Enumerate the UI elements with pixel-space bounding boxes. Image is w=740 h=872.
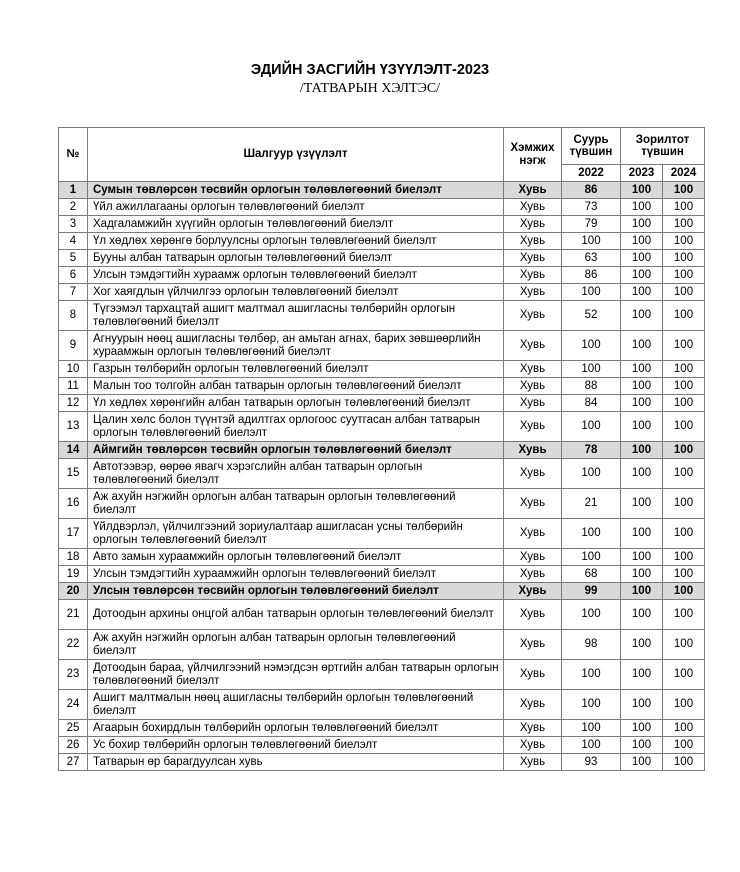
target-2024-cell: 100 bbox=[663, 690, 705, 720]
table-row bbox=[59, 519, 705, 549]
target-2023-cell: 100 bbox=[621, 284, 663, 301]
indicator-name: Улсын тэмдэгтийн хураамжийн орлогын төлөвлөгөөний биелэлт bbox=[88, 566, 504, 583]
unit-cell: Хувь bbox=[504, 378, 562, 395]
target-2024-cell: 100 bbox=[663, 660, 705, 690]
indicator-name: Үйл ажиллагааны орлогын төлөвлөгөөний биелэлт bbox=[88, 199, 504, 216]
target-2024-cell: 100 bbox=[663, 182, 705, 199]
target-2024-cell: 100 bbox=[663, 301, 705, 331]
table-row bbox=[59, 737, 705, 754]
header-target: Зорилтот түвшин bbox=[621, 128, 705, 165]
indicator-name: Авто замын хураамжийн орлогын төлөвлөгөөний биелэлт bbox=[88, 549, 504, 566]
indicator-name: Хог хаягдлын үйлчилгээ орлогын төлөвлөгөөний биелэлт bbox=[88, 284, 504, 301]
section-row bbox=[59, 182, 705, 199]
table-row bbox=[59, 489, 705, 519]
base-2022-cell: 86 bbox=[562, 182, 621, 199]
target-2024-cell: 100 bbox=[663, 216, 705, 233]
row-number: 22 bbox=[59, 630, 88, 660]
base-2022-cell: 86 bbox=[562, 267, 621, 284]
indicator-name: Газрын төлбөрийн орлогын төлөвлөгөөний биелэлт bbox=[88, 361, 504, 378]
target-2023-cell: 100 bbox=[621, 600, 663, 630]
unit-cell: Хувь bbox=[504, 690, 562, 720]
indicator-name: Агнуурын нөөц ашигласны төлбөр, ан амьтан агнах, барих зөвшөөрлийн хураамжын орлогын төлөвлөгөөний биелэлт bbox=[88, 331, 504, 361]
unit-cell: Хувь bbox=[504, 395, 562, 412]
base-2022-cell: 84 bbox=[562, 395, 621, 412]
target-2024-cell: 100 bbox=[663, 267, 705, 284]
indicator-name: Дотоодын архины онцгой албан татварын орлогын төлөвлөгөөний биелэлт bbox=[88, 600, 504, 630]
row-number: 23 bbox=[59, 660, 88, 690]
target-2023-cell: 100 bbox=[621, 660, 663, 690]
target-2023-cell: 100 bbox=[621, 737, 663, 754]
target-2023-cell: 100 bbox=[621, 519, 663, 549]
table-row bbox=[59, 549, 705, 566]
indicator-name: Малын тоо толгойн албан татварын орлогын төлөвлөгөөний биелэлт bbox=[88, 378, 504, 395]
target-2024-cell: 100 bbox=[663, 566, 705, 583]
row-number: 18 bbox=[59, 549, 88, 566]
target-2024-cell: 100 bbox=[663, 737, 705, 754]
base-2022-cell: 88 bbox=[562, 378, 621, 395]
indicator-name: Ашигт малтмалын нөөц ашигласны төлбөрийн орлогын төлөвлөгөөний биелэлт bbox=[88, 690, 504, 720]
row-number: 15 bbox=[59, 459, 88, 489]
base-2022-cell: 100 bbox=[562, 549, 621, 566]
target-2023-cell: 100 bbox=[621, 301, 663, 331]
table-body bbox=[59, 182, 705, 771]
target-2023-cell: 100 bbox=[621, 378, 663, 395]
target-2023-cell: 100 bbox=[621, 412, 663, 442]
target-2023-cell: 100 bbox=[621, 690, 663, 720]
unit-cell: Хувь bbox=[504, 519, 562, 549]
unit-cell: Хувь bbox=[504, 301, 562, 331]
unit-cell: Хувь bbox=[504, 442, 562, 459]
table-row bbox=[59, 284, 705, 301]
row-number: 11 bbox=[59, 378, 88, 395]
base-2022-cell: 52 bbox=[562, 301, 621, 331]
row-number: 5 bbox=[59, 250, 88, 267]
row-number: 2 bbox=[59, 199, 88, 216]
target-2023-cell: 100 bbox=[621, 442, 663, 459]
indicator-name: Үл хөдлөх хөрөнгө борлуулсны орлогын төлөвлөгөөний биелэлт bbox=[88, 233, 504, 250]
row-number: 17 bbox=[59, 519, 88, 549]
indicator-name: Дотоодын бараа, үйлчилгээний нэмэгдсэн өртгийн албан татварын орлогын төлөвлөгөөний биелэлт bbox=[88, 660, 504, 690]
indicator-name: Сумын төвлөрсөн төсвийн орлогын төлөвлөгөөний биелэлт bbox=[88, 182, 504, 199]
base-2022-cell: 100 bbox=[562, 412, 621, 442]
header-year-2024: 2024 bbox=[663, 165, 705, 182]
base-2022-cell: 100 bbox=[562, 459, 621, 489]
target-2023-cell: 100 bbox=[621, 459, 663, 489]
header-year-2023: 2023 bbox=[621, 165, 663, 182]
target-2023-cell: 100 bbox=[621, 566, 663, 583]
target-2024-cell: 100 bbox=[663, 442, 705, 459]
target-2023-cell: 100 bbox=[621, 216, 663, 233]
base-2022-cell: 100 bbox=[562, 233, 621, 250]
unit-cell: Хувь bbox=[504, 412, 562, 442]
row-number: 16 bbox=[59, 489, 88, 519]
base-2022-cell: 100 bbox=[562, 284, 621, 301]
target-2023-cell: 100 bbox=[621, 720, 663, 737]
target-2024-cell: 100 bbox=[663, 459, 705, 489]
target-2023-cell: 100 bbox=[621, 489, 663, 519]
table-row bbox=[59, 301, 705, 331]
target-2023-cell: 100 bbox=[621, 395, 663, 412]
indicator-name: Татварын өр барагдуулсан хувь bbox=[88, 754, 504, 771]
unit-cell: Хувь bbox=[504, 600, 562, 630]
target-2023-cell: 100 bbox=[621, 583, 663, 600]
indicator-name: Аймгийн төвлөрсөн төсвийн орлогын төлөвлөгөөний биелэлт bbox=[88, 442, 504, 459]
table-row bbox=[59, 630, 705, 660]
row-number: 13 bbox=[59, 412, 88, 442]
header-no: № bbox=[59, 128, 88, 182]
unit-cell: Хувь bbox=[504, 459, 562, 489]
target-2023-cell: 100 bbox=[621, 199, 663, 216]
table-row bbox=[59, 378, 705, 395]
table-row bbox=[59, 199, 705, 216]
base-2022-cell: 100 bbox=[562, 361, 621, 378]
document-title: ЭДИЙН ЗАСГИЙН ҮЗҮҮЛЭЛТ-2023 bbox=[250, 62, 490, 78]
row-number: 3 bbox=[59, 216, 88, 233]
table-row bbox=[59, 660, 705, 690]
target-2023-cell: 100 bbox=[621, 754, 663, 771]
target-2023-cell: 100 bbox=[621, 549, 663, 566]
unit-cell: Хувь bbox=[504, 630, 562, 660]
base-2022-cell: 98 bbox=[562, 630, 621, 660]
target-2024-cell: 100 bbox=[663, 361, 705, 378]
target-2023-cell: 100 bbox=[621, 267, 663, 284]
target-2023-cell: 100 bbox=[621, 182, 663, 199]
row-number: 27 bbox=[59, 754, 88, 771]
target-2024-cell: 100 bbox=[663, 395, 705, 412]
base-2022-cell: 100 bbox=[562, 660, 621, 690]
base-2022-cell: 79 bbox=[562, 216, 621, 233]
base-2022-cell: 100 bbox=[562, 519, 621, 549]
table-row bbox=[59, 720, 705, 737]
target-2024-cell: 100 bbox=[663, 489, 705, 519]
unit-cell: Хувь bbox=[504, 182, 562, 199]
target-2023-cell: 100 bbox=[621, 630, 663, 660]
target-2024-cell: 100 bbox=[663, 412, 705, 442]
indicator-name: Улсын төвлөрсөн төсвийн орлогын төлөвлөгөөний биелэлт bbox=[88, 583, 504, 600]
indicator-name: Автотээвэр, өөрөө явагч хэрэгслийн албан татварын орлогын төлөвлөгөөний биелэлт bbox=[88, 459, 504, 489]
base-2022-cell: 100 bbox=[562, 737, 621, 754]
row-number: 9 bbox=[59, 331, 88, 361]
table-row bbox=[59, 216, 705, 233]
indicator-name: Түгээмэл тархацтай ашигт малтмал ашигласны төлбөрийн орлогын төлөвлөгөөний биелэлт bbox=[88, 301, 504, 331]
target-2024-cell: 100 bbox=[663, 233, 705, 250]
base-2022-cell: 100 bbox=[562, 720, 621, 737]
base-2022-cell: 63 bbox=[562, 250, 621, 267]
indicator-name: Үйлдвэрлэл, үйлчилгээний зориулалтаар ашигласан усны төлбөрийн орлогын төлөвлөгөөний биелэлт bbox=[88, 519, 504, 549]
target-2023-cell: 100 bbox=[621, 233, 663, 250]
target-2024-cell: 100 bbox=[663, 630, 705, 660]
indicator-name: Хадгаламжийн хүүгийн орлогын төлөвлөгөөний биелэлт bbox=[88, 216, 504, 233]
indicator-name: Агаарын бохирдлын төлбөрийн орлогын төлөвлөгөөний биелэлт bbox=[88, 720, 504, 737]
indicator-table bbox=[58, 127, 705, 771]
indicator-name: Аж ахуйн нэгжийн орлогын албан татварын орлогын төлөвлөгөөний биелэлт bbox=[88, 489, 504, 519]
document-subtitle: /ТАТВАРЫН ХЭЛТЭС/ bbox=[299, 81, 441, 96]
target-2023-cell: 100 bbox=[621, 361, 663, 378]
indicator-name: Цалин хөлс болон түүнтэй адилтгах орлогоос суутгасан албан татварын орлогын төлөвлөгөөний биелэлт bbox=[88, 412, 504, 442]
base-2022-cell: 100 bbox=[562, 600, 621, 630]
target-2024-cell: 100 bbox=[663, 199, 705, 216]
header-unit: Хэмжих нэгж bbox=[504, 128, 562, 182]
indicator-name: Үл хөдлөх хөрөнгийн албан татварын орлогын төлөвлөгөөний биелэлт bbox=[88, 395, 504, 412]
table-row bbox=[59, 754, 705, 771]
section-row bbox=[59, 442, 705, 459]
unit-cell: Хувь bbox=[504, 284, 562, 301]
base-2022-cell: 68 bbox=[562, 566, 621, 583]
indicator-name: Улсын тэмдэгтийн хураамж орлогын төлөвлөгөөний биелэлт bbox=[88, 267, 504, 284]
target-2024-cell: 100 bbox=[663, 378, 705, 395]
row-number: 20 bbox=[59, 583, 88, 600]
target-2024-cell: 100 bbox=[663, 284, 705, 301]
target-2023-cell: 100 bbox=[621, 331, 663, 361]
row-number: 21 bbox=[59, 600, 88, 630]
target-2024-cell: 100 bbox=[663, 519, 705, 549]
target-2024-cell: 100 bbox=[663, 600, 705, 630]
base-2022-cell: 73 bbox=[562, 199, 621, 216]
unit-cell: Хувь bbox=[504, 199, 562, 216]
row-number: 26 bbox=[59, 737, 88, 754]
indicator-name: Ус бохир төлбөрийн орлогын төлөвлөгөөний биелэлт bbox=[88, 737, 504, 754]
target-2024-cell: 100 bbox=[663, 754, 705, 771]
section-row bbox=[59, 583, 705, 600]
table-row bbox=[59, 331, 705, 361]
target-2024-cell: 100 bbox=[663, 331, 705, 361]
unit-cell: Хувь bbox=[504, 489, 562, 519]
row-number: 14 bbox=[59, 442, 88, 459]
unit-cell: Хувь bbox=[504, 660, 562, 690]
header-base: Суурь түвшин bbox=[562, 128, 621, 165]
target-2024-cell: 100 bbox=[663, 720, 705, 737]
base-2022-cell: 100 bbox=[562, 690, 621, 720]
row-number: 12 bbox=[59, 395, 88, 412]
table-row bbox=[59, 250, 705, 267]
header-year-2022: 2022 bbox=[562, 165, 621, 182]
base-2022-cell: 78 bbox=[562, 442, 621, 459]
row-number: 19 bbox=[59, 566, 88, 583]
base-2022-cell: 93 bbox=[562, 754, 621, 771]
target-2024-cell: 100 bbox=[663, 583, 705, 600]
row-number: 24 bbox=[59, 690, 88, 720]
indicator-name: Бууны албан татварын орлогын төлөвлөгөөний биелэлт bbox=[88, 250, 504, 267]
row-number: 7 bbox=[59, 284, 88, 301]
table-row bbox=[59, 233, 705, 250]
table-row bbox=[59, 459, 705, 489]
base-2022-cell: 100 bbox=[562, 331, 621, 361]
table-row bbox=[59, 566, 705, 583]
table-row bbox=[59, 361, 705, 378]
unit-cell: Хувь bbox=[504, 267, 562, 284]
unit-cell: Хувь bbox=[504, 737, 562, 754]
unit-cell: Хувь bbox=[504, 549, 562, 566]
header-indicator: Шалгуур үзүүлэлт bbox=[88, 128, 504, 182]
row-number: 6 bbox=[59, 267, 88, 284]
unit-cell: Хувь bbox=[504, 583, 562, 600]
row-number: 8 bbox=[59, 301, 88, 331]
base-2022-cell: 21 bbox=[562, 489, 621, 519]
row-number: 25 bbox=[59, 720, 88, 737]
row-number: 10 bbox=[59, 361, 88, 378]
target-2024-cell: 100 bbox=[663, 250, 705, 267]
unit-cell: Хувь bbox=[504, 233, 562, 250]
unit-cell: Хувь bbox=[504, 250, 562, 267]
indicator-name: Аж ахуйн нэгжийн орлогын албан татварын орлогын төлөвлөгөөний биелэлт bbox=[88, 630, 504, 660]
table-row bbox=[59, 267, 705, 284]
unit-cell: Хувь bbox=[504, 720, 562, 737]
row-number: 1 bbox=[59, 182, 88, 199]
unit-cell: Хувь bbox=[504, 216, 562, 233]
unit-cell: Хувь bbox=[504, 331, 562, 361]
base-2022-cell: 99 bbox=[562, 583, 621, 600]
target-2024-cell: 100 bbox=[663, 549, 705, 566]
unit-cell: Хувь bbox=[504, 566, 562, 583]
target-2023-cell: 100 bbox=[621, 250, 663, 267]
table-row bbox=[59, 412, 705, 442]
unit-cell: Хувь bbox=[504, 754, 562, 771]
table-row bbox=[59, 690, 705, 720]
table-row bbox=[59, 395, 705, 412]
unit-cell: Хувь bbox=[504, 361, 562, 378]
table-row bbox=[59, 600, 705, 630]
row-number: 4 bbox=[59, 233, 88, 250]
